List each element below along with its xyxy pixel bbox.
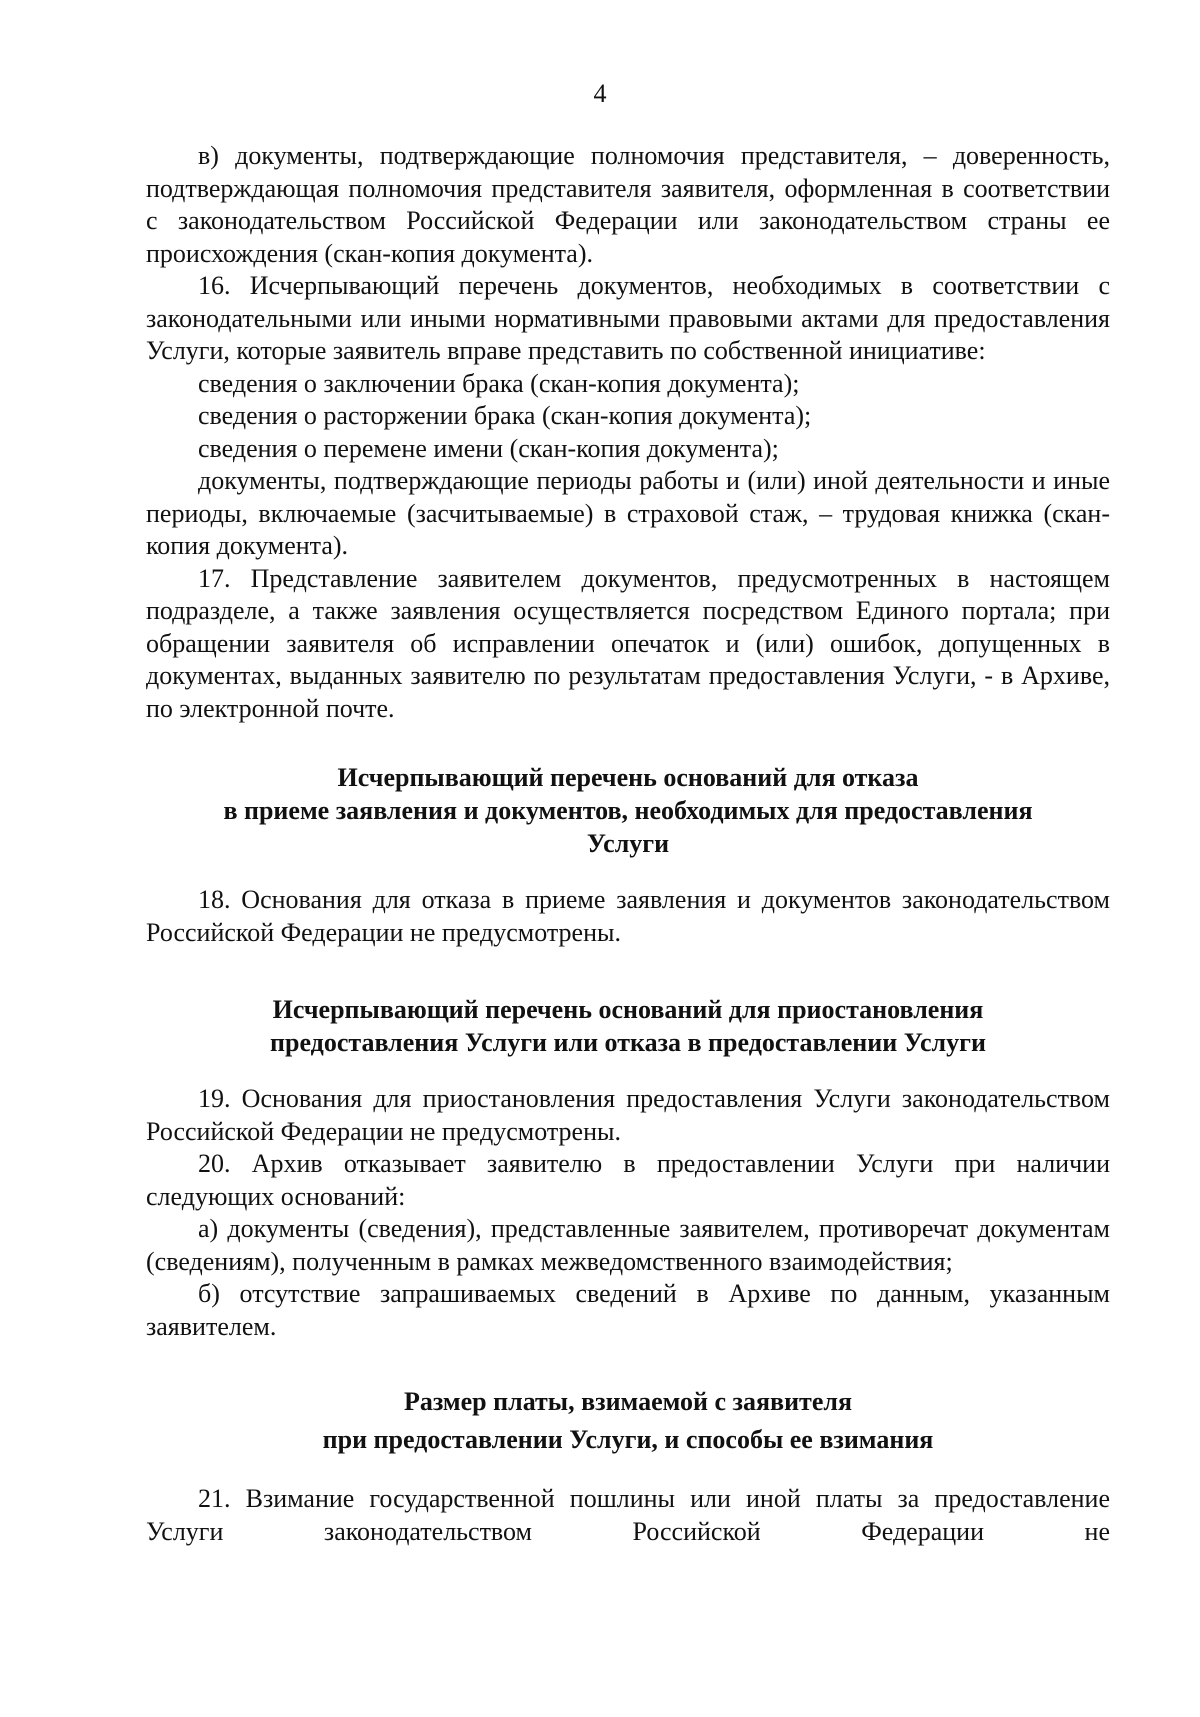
section-heading-fee [146, 1383, 1110, 1459]
section-heading-suspension [146, 993, 1110, 1059]
paragraph-16: 16. Исчерпывающий перечень документов, необходимых в соответствии с законодательными или иными нормативными правовыми актами для предоставления Услуги, которые заявитель вправе представить по собственной инициативе: [146, 271, 1110, 365]
document-body [146, 140, 1110, 1548]
section-heading-refusal-acceptance [146, 761, 1110, 860]
list-item-work-record: документы, подтверждающие периоды работы и (или) иной деятельности и иные периоды, включаемые (засчитываемые) в страховой стаж, – трудовая книжка (скан-копия документа). [146, 466, 1110, 560]
heading-line: Размер платы, взимаемой с заявителя [403, 1387, 853, 1416]
paragraph-15v: в) документы, подтверждающие полномочия представителя, – доверенность, подтверждающая полномочия представителя заявителя, оформленная в соответствии с законодательством Российской Федерации или законодательством страны ее происхождения (скан-копия документа). [146, 141, 1110, 268]
heading-line: Исчерпывающий перечень оснований для отказа [337, 763, 919, 792]
list-item-name-change: сведения о перемене имени (скан-копия документа); [198, 433, 779, 463]
heading-line: предоставления Услуги или отказа в предоставлении Услуги [270, 1028, 986, 1057]
heading-line: при предоставлении Услуги, и способы ее взимания [322, 1425, 934, 1454]
paragraph-21: 21. Взимание государственной пошлины или иной платы за предоставление Услуги законодательством Российской Федерации не [146, 1484, 1110, 1546]
heading-line: в приеме заявления и документов, необходимых для предоставления [223, 796, 1033, 825]
paragraph-19: 19. Основания для приостановления предоставления Услуги законодательством Российской Федерации не предусмотрены. [146, 1084, 1110, 1146]
heading-line: Исчерпывающий перечень оснований для приостановления [272, 995, 984, 1024]
paragraph-18: 18. Основания для отказа в приеме заявления и документов законодательством Российской Федерации не предусмотрены. [146, 885, 1110, 947]
heading-line: Услуги [586, 829, 670, 858]
paragraph-20a: а) документы (сведения), представленные заявителем, противоречат документам (сведениям), полученным в рамках межведомственного взаимодействия; [146, 1214, 1110, 1276]
list-item-marriage: сведения о заключении брака (скан-копия документа); [198, 368, 800, 398]
paragraph-20: 20. Архив отказывает заявителю в предоставлении Услуги при наличии следующих оснований: [146, 1149, 1110, 1211]
page-number: 4 [593, 79, 607, 108]
list-item-divorce: сведения о расторжении брака (скан-копия документа); [198, 401, 812, 430]
paragraph-17: 17. Представление заявителем документов, предусмотренных в настоящем подразделе, а также заявления осуществляется посредством Единого портала; при обращении заявителя об исправлении опечаток и (или) ошибок, допущенных в документах, выданных заявителю по результатам предоставления Услуги, - в Архиве, по электронной почте. [146, 563, 1110, 723]
paragraph-20b: б) отсутствие запрашиваемых сведений в Архиве по данным, указанным заявителем. [146, 1279, 1110, 1341]
